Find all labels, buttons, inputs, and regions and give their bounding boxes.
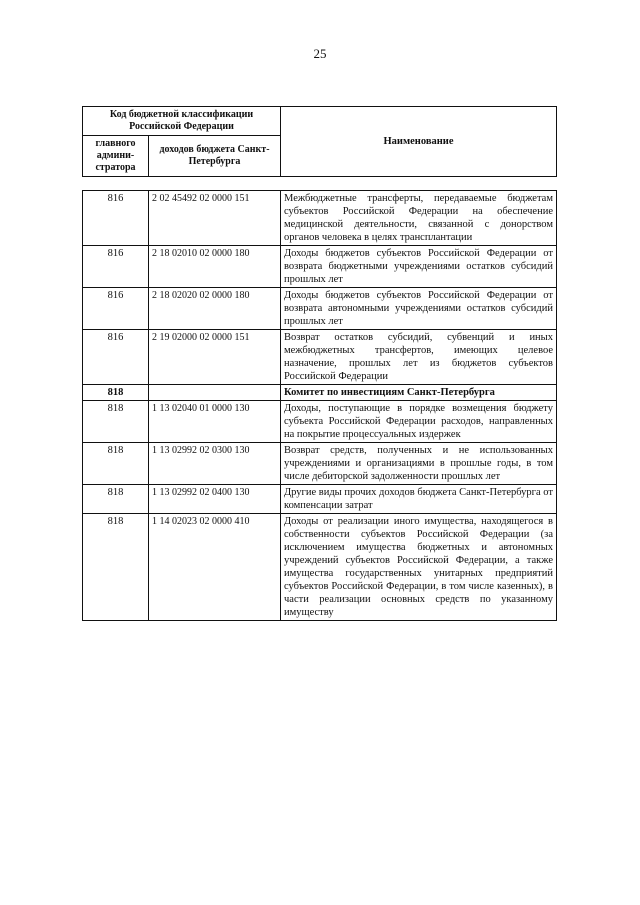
name-column-header: Наименование [281,107,557,177]
revenue-code-cell: 1 13 02992 02 0400 130 [149,485,281,514]
name-cell: Доходы, поступающие в порядке возмещения бюджету субъекта Российской Федерации расходов, направленных на покрытие процессуальных издержек [281,401,557,443]
revenue-code-cell: 2 19 02000 02 0000 151 [149,330,281,385]
table-row [83,246,557,288]
revenue-code-cell: 2 18 02010 02 0000 180 [149,246,281,288]
admin-code-cell: 818 [83,443,149,485]
admin-code-cell: 818 [83,385,149,401]
name-cell: Возврат средств, полученных и не использованных учреждениями и организациями в прошлые годы, в том числе дебиторской задолженности прошлых лет [281,443,557,485]
admin-column-header: главного админи-стратора [83,136,149,177]
table-row [83,401,557,443]
classification-table [82,190,557,621]
table-row [83,330,557,385]
table-row [83,485,557,514]
name-cell: Межбюджетные трансферты, передаваемые бюджетам субъектов Российской Федерации на обеспечение медицинской деятельности, связанной с донорством органов человека в целях трансплантации [281,191,557,246]
table-body [83,191,557,621]
table-row [83,191,557,246]
name-cell: Другие виды прочих доходов бюджета Санкт-Петербурга от компенсации затрат [281,485,557,514]
revenue-code-cell [149,385,281,401]
table-header [82,106,557,177]
name-cell: Доходы бюджетов субъектов Российской Федерации от возврата автономными учреждениями остатков субсидий прошлых лет [281,288,557,330]
revenue-code-cell: 2 02 45492 02 0000 151 [149,191,281,246]
revenue-code-cell: 1 14 02023 02 0000 410 [149,514,281,621]
name-cell: Комитет по инвестициям Санкт-Петербурга [281,385,557,401]
admin-code-cell: 818 [83,485,149,514]
admin-code-cell: 816 [83,288,149,330]
name-cell: Доходы от реализации иного имущества, находящегося в собственности субъектов Российской Федерации (за исключением имущества бюджетных и автономных учреждений субъектов Российской Федерации, а также имущества государственных унитарных предприятий субъектов Российской Федерации, в том числе казенных), в части реализации основных средств по указанному имуществу [281,514,557,621]
table-row [83,443,557,485]
revenue-code-cell: 1 13 02040 01 0000 130 [149,401,281,443]
name-cell: Доходы бюджетов субъектов Российской Федерации от возврата бюджетными учреждениями остатков субсидий прошлых лет [281,246,557,288]
admin-code-cell: 818 [83,514,149,621]
section-header-row [83,385,557,401]
table-row [83,514,557,621]
page-number: 25 [313,46,327,61]
revenue-code-cell: 1 13 02992 02 0300 130 [149,443,281,485]
revenue-code-column-header: доходов бюджета Санкт-Петербурга [149,136,281,177]
admin-code-cell: 818 [83,401,149,443]
name-cell: Возврат остатков субсидий, субвенций и иных межбюджетных трансфертов, имеющих целевое назначение, прошлых лет из бюджетов субъектов Российской Федерации [281,330,557,385]
table-row [83,288,557,330]
revenue-code-cell: 2 18 02020 02 0000 180 [149,288,281,330]
classification-group-header: Код бюджетной классификации Российской Федерации [83,107,281,136]
admin-code-cell: 816 [83,330,149,385]
admin-code-cell: 816 [83,246,149,288]
admin-code-cell: 816 [83,191,149,246]
